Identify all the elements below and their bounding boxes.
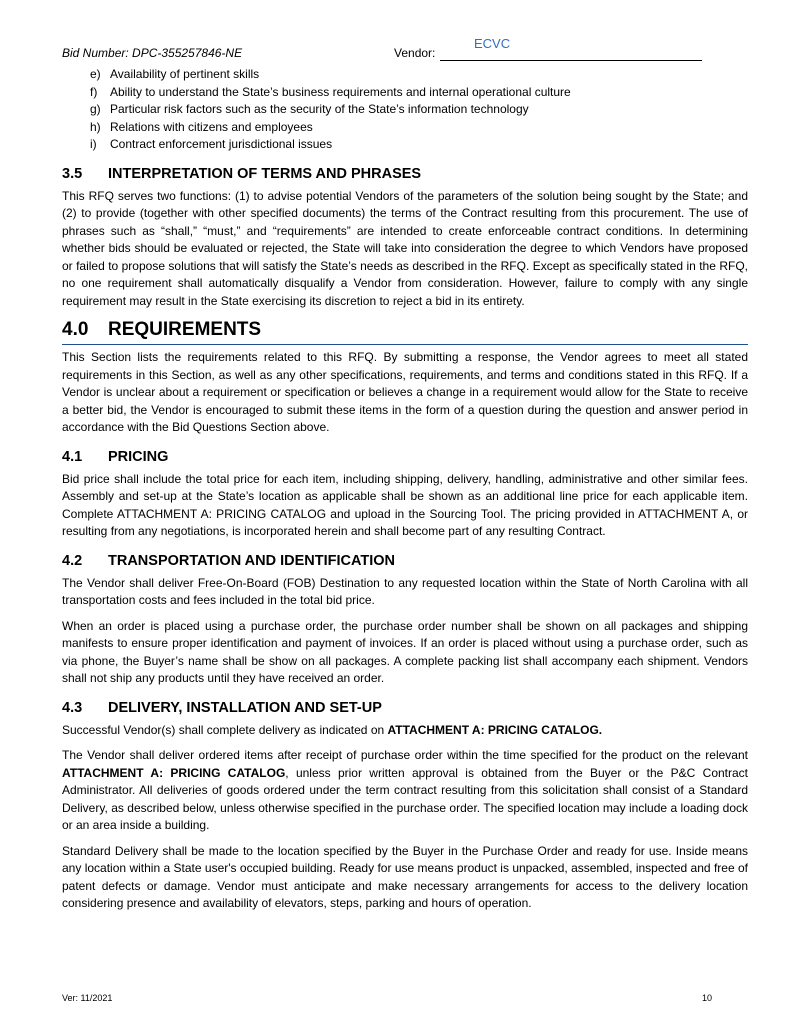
footer-version: Ver: 11/2021 — [62, 993, 113, 1003]
list-item: e) Availability of pertinent skills — [90, 67, 260, 81]
section-4-2-paragraph-1: The Vendor shall deliver Free-On-Board (FOB) Destination to any requested location within the State of North Carolina with all transportation costs and fees included in the total bid price. — [62, 575, 748, 607]
section-4-3-paragraph-2: The Vendor shall deliver ordered items after receipt of purchase order within the time specified for the product on the relevant ATTACHMENT A: PRICING CATALOG, unless prior written approval is obtained from the Buyer or the P&C Contract Administrator. All deliveries of goods ordered under the term contract resulting from this solicitation shall consist of a Standard Delivery, as described below, unless otherwise specified in the purchase order. The specified location may include a loading dock or an area inside a building. — [62, 748, 749, 832]
list-item: h) Relations with citizens and employees — [90, 119, 313, 134]
section-4-1-heading: 4.1 PRICING — [62, 448, 169, 465]
section-4-1-paragraph: Bid price shall include the total price for each item, including shipping, delivery, handling, administrative and other similar fees. Assembly and set-up at the State’s location as applicable shall be shown as an additional line price for each applicable item. Complete ATTACHMENT A: PRICING CATALOG and upload in the Sourcing Tool. The pricing provided in ATTACHMENT A, or resulting from any negotiations, is incorporated herein and shall become part of any resulting Contract. — [62, 471, 748, 538]
section-4-0-heading: 4.0 REQUIREMENTS — [62, 318, 748, 345]
list-item: i) Contract enforcement jurisdictional issues — [90, 137, 333, 151]
list-item: g) Particular risk factors such as the security of the State’s information technology — [90, 102, 529, 116]
section-4-3-heading: 4.3 DELIVERY, INSTALLATION AND SET-UP — [62, 699, 382, 716]
bid-number: Bid Number: DPC-355257846-NE — [62, 46, 243, 60]
section-4-0-paragraph: This Section lists the requirements related to this RFQ. By submitting a response, the Vendor agrees to meet all stated requirements in this Section, as well as any other specifications, requirements, and terms and conditions stated in this RFQ. If a Vendor is unclear about a requirement or specification or believes a change in a requirement would allow for the State to receive a better bid, the Vendor is encouraged to submit these items in the form of a question during the question and answer period in accordance with the Bid Questions Section above. — [62, 350, 748, 434]
vendor-underline — [440, 60, 702, 61]
document-body — [62, 66, 748, 921]
footer-page-number: 10 — [702, 993, 713, 1003]
criteria-list — [62, 66, 748, 154]
section-4-2-paragraph-2: When an order is placed using a purchase order, the purchase order number shall be shown on all packages and shipping manifests to ensure proper identification and payment of invoices. If an order is placed without using a purchase order, such as via phone, the Buyer’s name shall be show on all packages. A complete packing list shall accompany each shipment. Vendors shall not ship any products until they have received an order. — [62, 618, 748, 685]
vendor-value[interactable]: ECVC — [474, 36, 511, 51]
section-4-3-paragraph-3: Standard Delivery shall be made to the location specified by the Buyer in the Purchase Order and ready for use. Inside means any location within a State user's occupied building. Ready for use means product is unpacked, assembled, inspected and free of patent defects or damage. Vendor must anticipate and make necessary arrangements for access to the delivery location considering presence and availability of elevators, steps, parking and hours of operation. — [62, 843, 748, 910]
list-item: f) Ability to understand the State’s business requirements and internal operational culture — [90, 84, 571, 99]
vendor-label: Vendor: — [394, 46, 436, 60]
section-4-3-paragraph-1: Successful Vendor(s) shall complete delivery as indicated on ATTACHMENT A: PRICING CATALOG. — [62, 722, 603, 737]
section-3-5-paragraph: This RFQ serves two functions: (1) to advise potential Vendors of the parameters of the solution being sought by the State; and (2) to provide (together with other specified documents) the terms of the Contract resulting from this procurement. The use of phrases such as “shall,” “must,” and “requirements” are intended to create enforceable contract conditions. In determining whether bids should be evaluated or rejected, the State will take into consideration the degree to which Vendors have proposed or failed to propose solutions that will satisfy the State’s needs as described in the RFQ. Except as specifically stated in the RFQ, no one requirement shall automatically disqualify a Vendor from consideration. However, failure to comply with any single requirement may result in the State exercising its discretion to reject a bid in its entirety. — [62, 188, 748, 308]
section-3-5-heading: 3.5 INTERPRETATION OF TERMS AND PHRASES — [62, 165, 422, 182]
section-4-2-heading: 4.2 TRANSPORTATION AND IDENTIFICATION — [62, 552, 396, 569]
